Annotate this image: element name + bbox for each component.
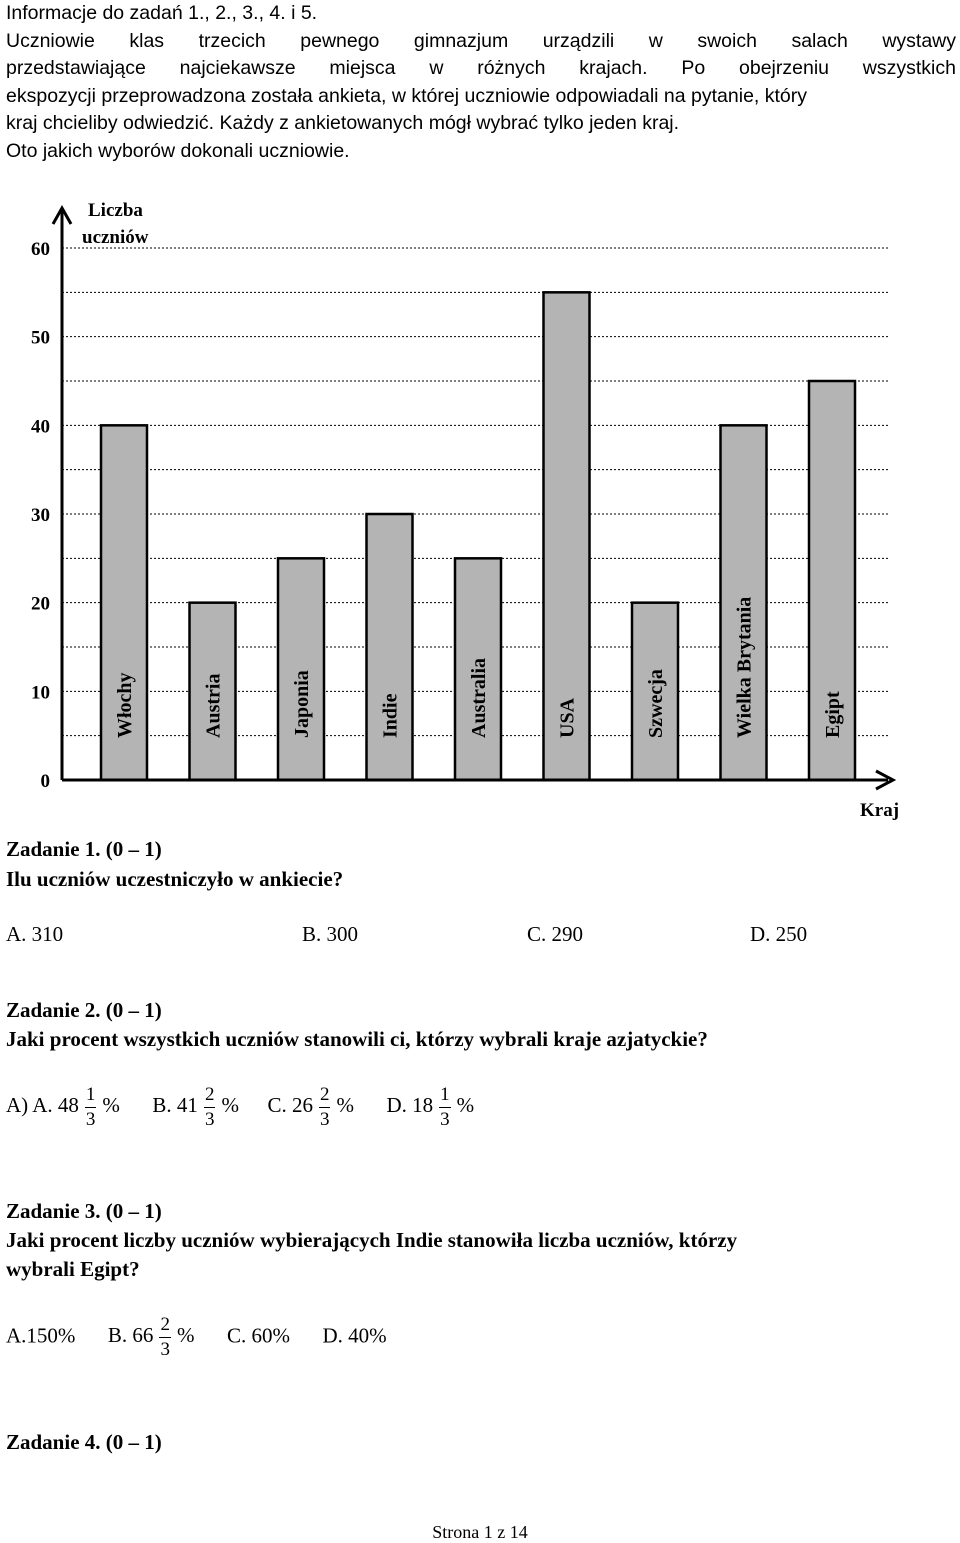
intro-line-1-word: gimnazjum: [413, 29, 509, 52]
x-axis-label: Kraj: [860, 800, 900, 821]
task2-option-a: A) A. 48 $\frac{1}{3}$ %: [6, 1084, 120, 1130]
y-tick-label: 0: [40, 771, 50, 792]
task3-option-d: D. 40%: [322, 1323, 387, 1348]
intro-line-1-word: swoich: [697, 29, 757, 52]
intro-line-2-word: różnych: [477, 57, 546, 79]
chart-bars: [101, 292, 855, 780]
task2-title: Zadanie 2. (0 – 1): [6, 998, 162, 1022]
intro-line-2-word: w: [429, 57, 444, 79]
bar-chart: [0, 190, 960, 830]
task3-question-line1: Jaki procent liczby uczniów wybierających Indie stanowiła liczba uczniów, którzy: [6, 1228, 738, 1252]
intro-line-4: kraj chcieliby odwiedzić. Każdy z ankietowanych mógł wybrać tylko jeden kraj.: [6, 112, 680, 134]
intro-line-2-word: wszystkich: [862, 57, 956, 79]
bar-category-label: Szwecja: [645, 669, 667, 738]
intro-line-1-word: klas: [129, 29, 165, 52]
task1-option-d: D. 250: [750, 922, 808, 946]
task2-option-b: B. 41 $\frac{2}{3}$ %: [152, 1084, 239, 1130]
intro-line-1-word: w: [648, 29, 663, 52]
y-tick-label: 10: [31, 682, 50, 704]
y-tick-label: 50: [31, 327, 50, 349]
bar-category-label: Austria: [202, 673, 225, 738]
bar-category-label: Japonia: [291, 670, 313, 738]
bar: [367, 514, 413, 780]
task3-option-c: C. 60%: [226, 1323, 290, 1348]
intro-heading: Informacje do zadań 1., 2., 3., 4. i 5.: [6, 2, 318, 24]
intro-line-1-word: trzecich: [198, 29, 266, 52]
task3-title: Zadanie 3. (0 – 1): [6, 1199, 162, 1223]
page-footer: Strona 1 z 14: [432, 1522, 528, 1542]
y-axis-label-line2: uczniów: [82, 227, 149, 248]
intro-line-1: [6, 28, 956, 56]
bar-category-label: USA: [556, 697, 579, 738]
intro-line-2-word: miejsca: [329, 57, 396, 79]
bar-category-label: Indie: [379, 693, 402, 738]
task1-question: Ilu uczniów uczestniczyło w ankiecie?: [6, 867, 344, 891]
task3-options: [6, 1313, 387, 1362]
task4-title: Zadanie 4. (0 – 1): [6, 1430, 162, 1454]
intro-line-1-word: salach: [791, 29, 848, 52]
intro-line-2-word: Po: [681, 57, 706, 79]
intro-line-2: [6, 55, 956, 83]
task1-option-c: C. 290: [527, 922, 584, 946]
intro-line-2-word: przedstawiające: [6, 57, 146, 79]
intro-text: [6, 0, 956, 165]
task1-option-b: B. 300: [302, 922, 359, 946]
task2-option-c: C. 26 $\frac{2}{3}$ %: [267, 1084, 354, 1130]
bar: [278, 558, 324, 780]
y-tick-label: 20: [31, 593, 50, 615]
task1-option-a: A. 310: [6, 922, 64, 946]
intro-line-5: Oto jakich wyborów dokonali uczniowie.: [6, 139, 350, 162]
task2-options: [6, 1083, 474, 1132]
task2-question: Jaki procent wszystkich uczniów stanowili ci, którzy wybrali kraje azjatyckie?: [6, 1027, 708, 1051]
y-tick-label: 40: [31, 416, 50, 438]
intro-line-3: ekspozycji przeprowadzona została ankieta, w której uczniowie odpowiadali na pytanie, który: [6, 84, 808, 107]
intro-line-1-word: wystawy: [882, 29, 956, 52]
task2-option-d: D. 18 $\frac{1}{3}$ %: [386, 1084, 475, 1130]
task3-option-b: B. 66 $\frac{2}{3}$ %: [107, 1314, 195, 1360]
bar-category-label: Wielka Brytania: [733, 596, 756, 738]
y-axis-label-line1: Liczba: [88, 200, 143, 221]
y-tick-label: 30: [31, 505, 50, 526]
bar-category-label: Egipt: [822, 691, 844, 738]
bar-category-label: Włochy: [114, 672, 136, 738]
intro-line-1-word: pewnego: [300, 29, 380, 52]
task1-title: Zadanie 1. (0 – 1): [6, 837, 162, 861]
intro-line-2-word: krajach.: [579, 57, 648, 79]
y-tick-label: 60: [31, 239, 50, 260]
task3-option-a: A.150%: [6, 1323, 76, 1348]
intro-line-1-word: Uczniowie: [6, 29, 95, 52]
intro-line-1-word: urządzili: [542, 29, 615, 52]
bar-category-label: Australia: [468, 658, 490, 738]
intro-line-2-word: najciekawsze: [179, 57, 296, 79]
task3-question-line2: wybrali Egipt?: [6, 1257, 140, 1281]
intro-line-2-word: obejrzeniu: [739, 57, 829, 79]
y-tick-labels: [31, 239, 50, 792]
